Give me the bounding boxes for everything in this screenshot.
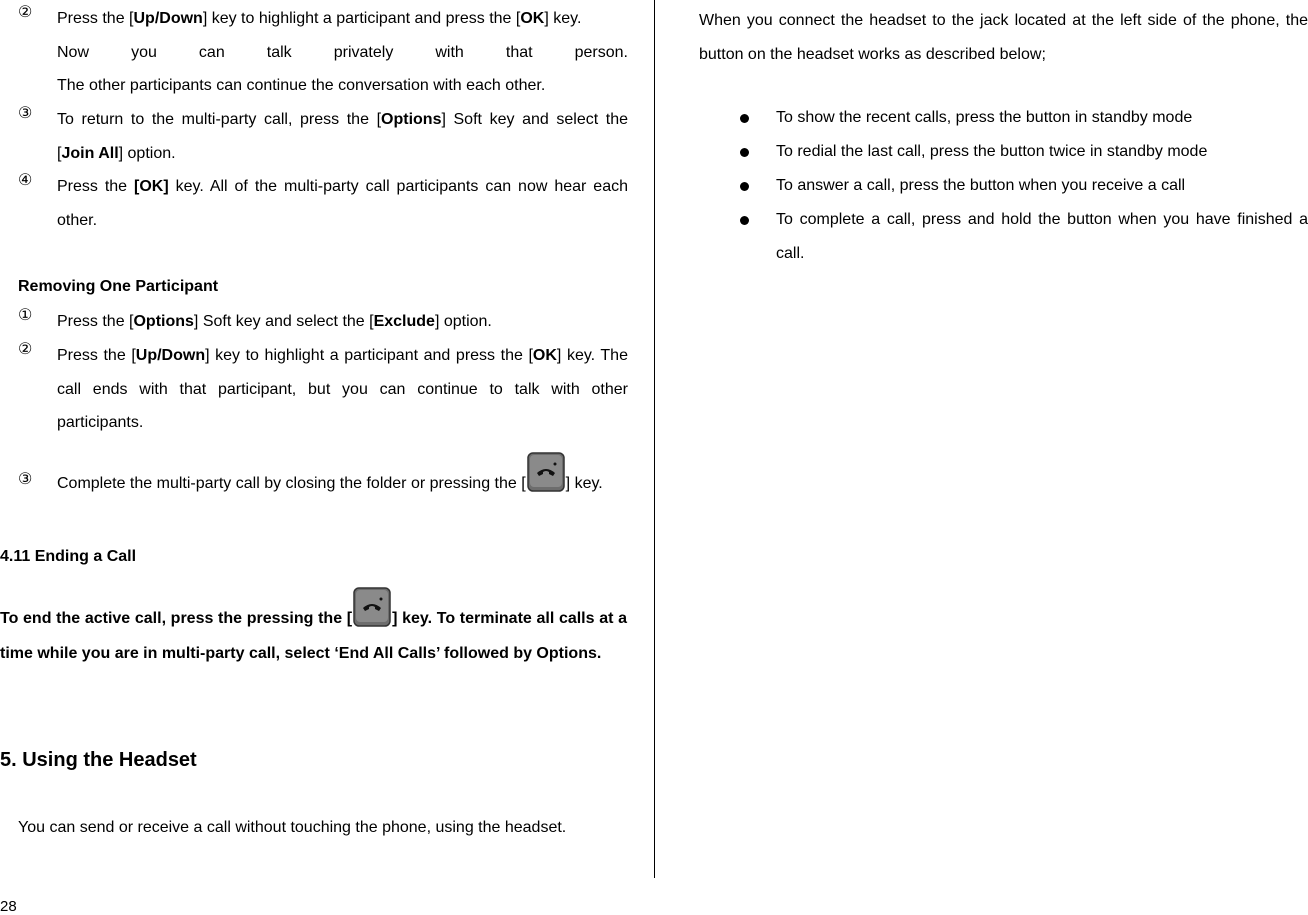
bullet-icon bbox=[740, 182, 749, 191]
text-run: ] key. To terminate all calls at a time while you are in multi-party call, select ‘End All Calls’ followed by Options. bbox=[0, 610, 628, 662]
text-line: Now you can talk privately with that person. bbox=[57, 43, 628, 61]
key-label: [OK] bbox=[134, 178, 169, 195]
list-item-text: To show the recent calls, press the button in standby mode bbox=[776, 109, 1193, 126]
key-label: Join All bbox=[61, 144, 119, 162]
text-run: To return to the multi-party call, press the [ bbox=[57, 111, 382, 128]
text-run: Press the [ bbox=[57, 10, 134, 27]
step-number: ① bbox=[18, 307, 33, 324]
text-run: ] key to highlight a participant and press the [ bbox=[205, 347, 533, 364]
bullet-list bbox=[699, 101, 1308, 271]
headset-description: When you connect the headset to the jack located at the left side of the phone, the button on the headset works as described below; bbox=[699, 12, 1308, 63]
step-text bbox=[57, 170, 628, 237]
section-heading-4-11: 4.11 Ending a Call bbox=[0, 548, 137, 565]
key-label: Options bbox=[133, 313, 194, 330]
text-run: ] key. bbox=[565, 475, 603, 492]
ending-call-paragraph bbox=[0, 587, 627, 671]
step-number: ③ bbox=[18, 105, 33, 122]
text-run: Press the bbox=[57, 178, 135, 195]
key-label: Up/Down bbox=[135, 347, 206, 364]
text-run: Press the [ bbox=[57, 347, 136, 364]
step-text bbox=[57, 452, 633, 501]
text-run: ] option. bbox=[118, 144, 176, 162]
section-heading-5: 5. Using the Headset bbox=[0, 749, 197, 771]
text-run: ] key to highlight a participant and press the [ bbox=[202, 10, 521, 27]
list-item bbox=[699, 135, 1308, 169]
step-number: ③ bbox=[18, 471, 33, 488]
headset-intro: You can send or receive a call without touching the phone, using the headset. bbox=[18, 819, 567, 836]
step-item bbox=[18, 2, 628, 103]
subsection-heading: Removing One Participant bbox=[18, 278, 219, 295]
key-label: Exclude bbox=[373, 313, 435, 330]
list-item-text: To complete a call, press and hold the button when you have finished a call. bbox=[776, 211, 1308, 262]
text-run: ] key. The call ends with that participant, but you can continue to talk with other participants. bbox=[57, 347, 628, 431]
step-item bbox=[18, 170, 628, 237]
list-item-text: To redial the last call, press the button twice in standby mode bbox=[776, 143, 1208, 160]
bullet-icon bbox=[740, 148, 749, 157]
page-number: 28 bbox=[0, 898, 17, 915]
step-text bbox=[57, 305, 628, 339]
text-run: To end the active call, press the pressing the [ bbox=[0, 610, 353, 627]
step-item bbox=[18, 452, 633, 501]
bullet-icon bbox=[740, 114, 749, 123]
step-text bbox=[57, 2, 628, 103]
left-column bbox=[0, 0, 628, 880]
step-text bbox=[57, 339, 628, 440]
text-run: Press the [ bbox=[57, 313, 134, 330]
step-item bbox=[18, 339, 628, 440]
text-run: ] Soft key and select the [ bbox=[57, 111, 629, 162]
step-number: ② bbox=[18, 341, 33, 358]
step-number: ② bbox=[18, 4, 33, 21]
key-label: Options bbox=[381, 111, 442, 128]
text-run: key. All of the multi-party call participants can now hear each other. bbox=[57, 178, 628, 229]
column-divider bbox=[654, 0, 655, 878]
list-item bbox=[699, 169, 1308, 203]
bullet-icon bbox=[740, 216, 749, 225]
list-item-text: To answer a call, press the button when you receive a call bbox=[776, 177, 1186, 194]
step-number: ④ bbox=[18, 172, 33, 189]
right-column bbox=[699, 0, 1308, 262]
key-label: Up/Down bbox=[133, 10, 203, 27]
text-run: ] Soft key and select the [ bbox=[193, 313, 374, 330]
step-item bbox=[18, 305, 628, 339]
key-label: OK bbox=[520, 10, 545, 27]
list-item bbox=[699, 101, 1308, 135]
list-item bbox=[699, 203, 1308, 271]
text-run: Complete the multi-party call by closing the folder or pressing the [ bbox=[57, 475, 526, 492]
step-text bbox=[57, 103, 628, 170]
text-run: ] option. bbox=[434, 313, 492, 330]
text-line: The other participants can continue the conversation with each other. bbox=[57, 77, 546, 94]
step-item bbox=[18, 103, 628, 170]
end-call-key-icon bbox=[353, 587, 391, 627]
end-call-key-icon bbox=[527, 452, 565, 492]
text-run: ] key. bbox=[544, 10, 582, 27]
key-label: OK bbox=[532, 347, 557, 364]
